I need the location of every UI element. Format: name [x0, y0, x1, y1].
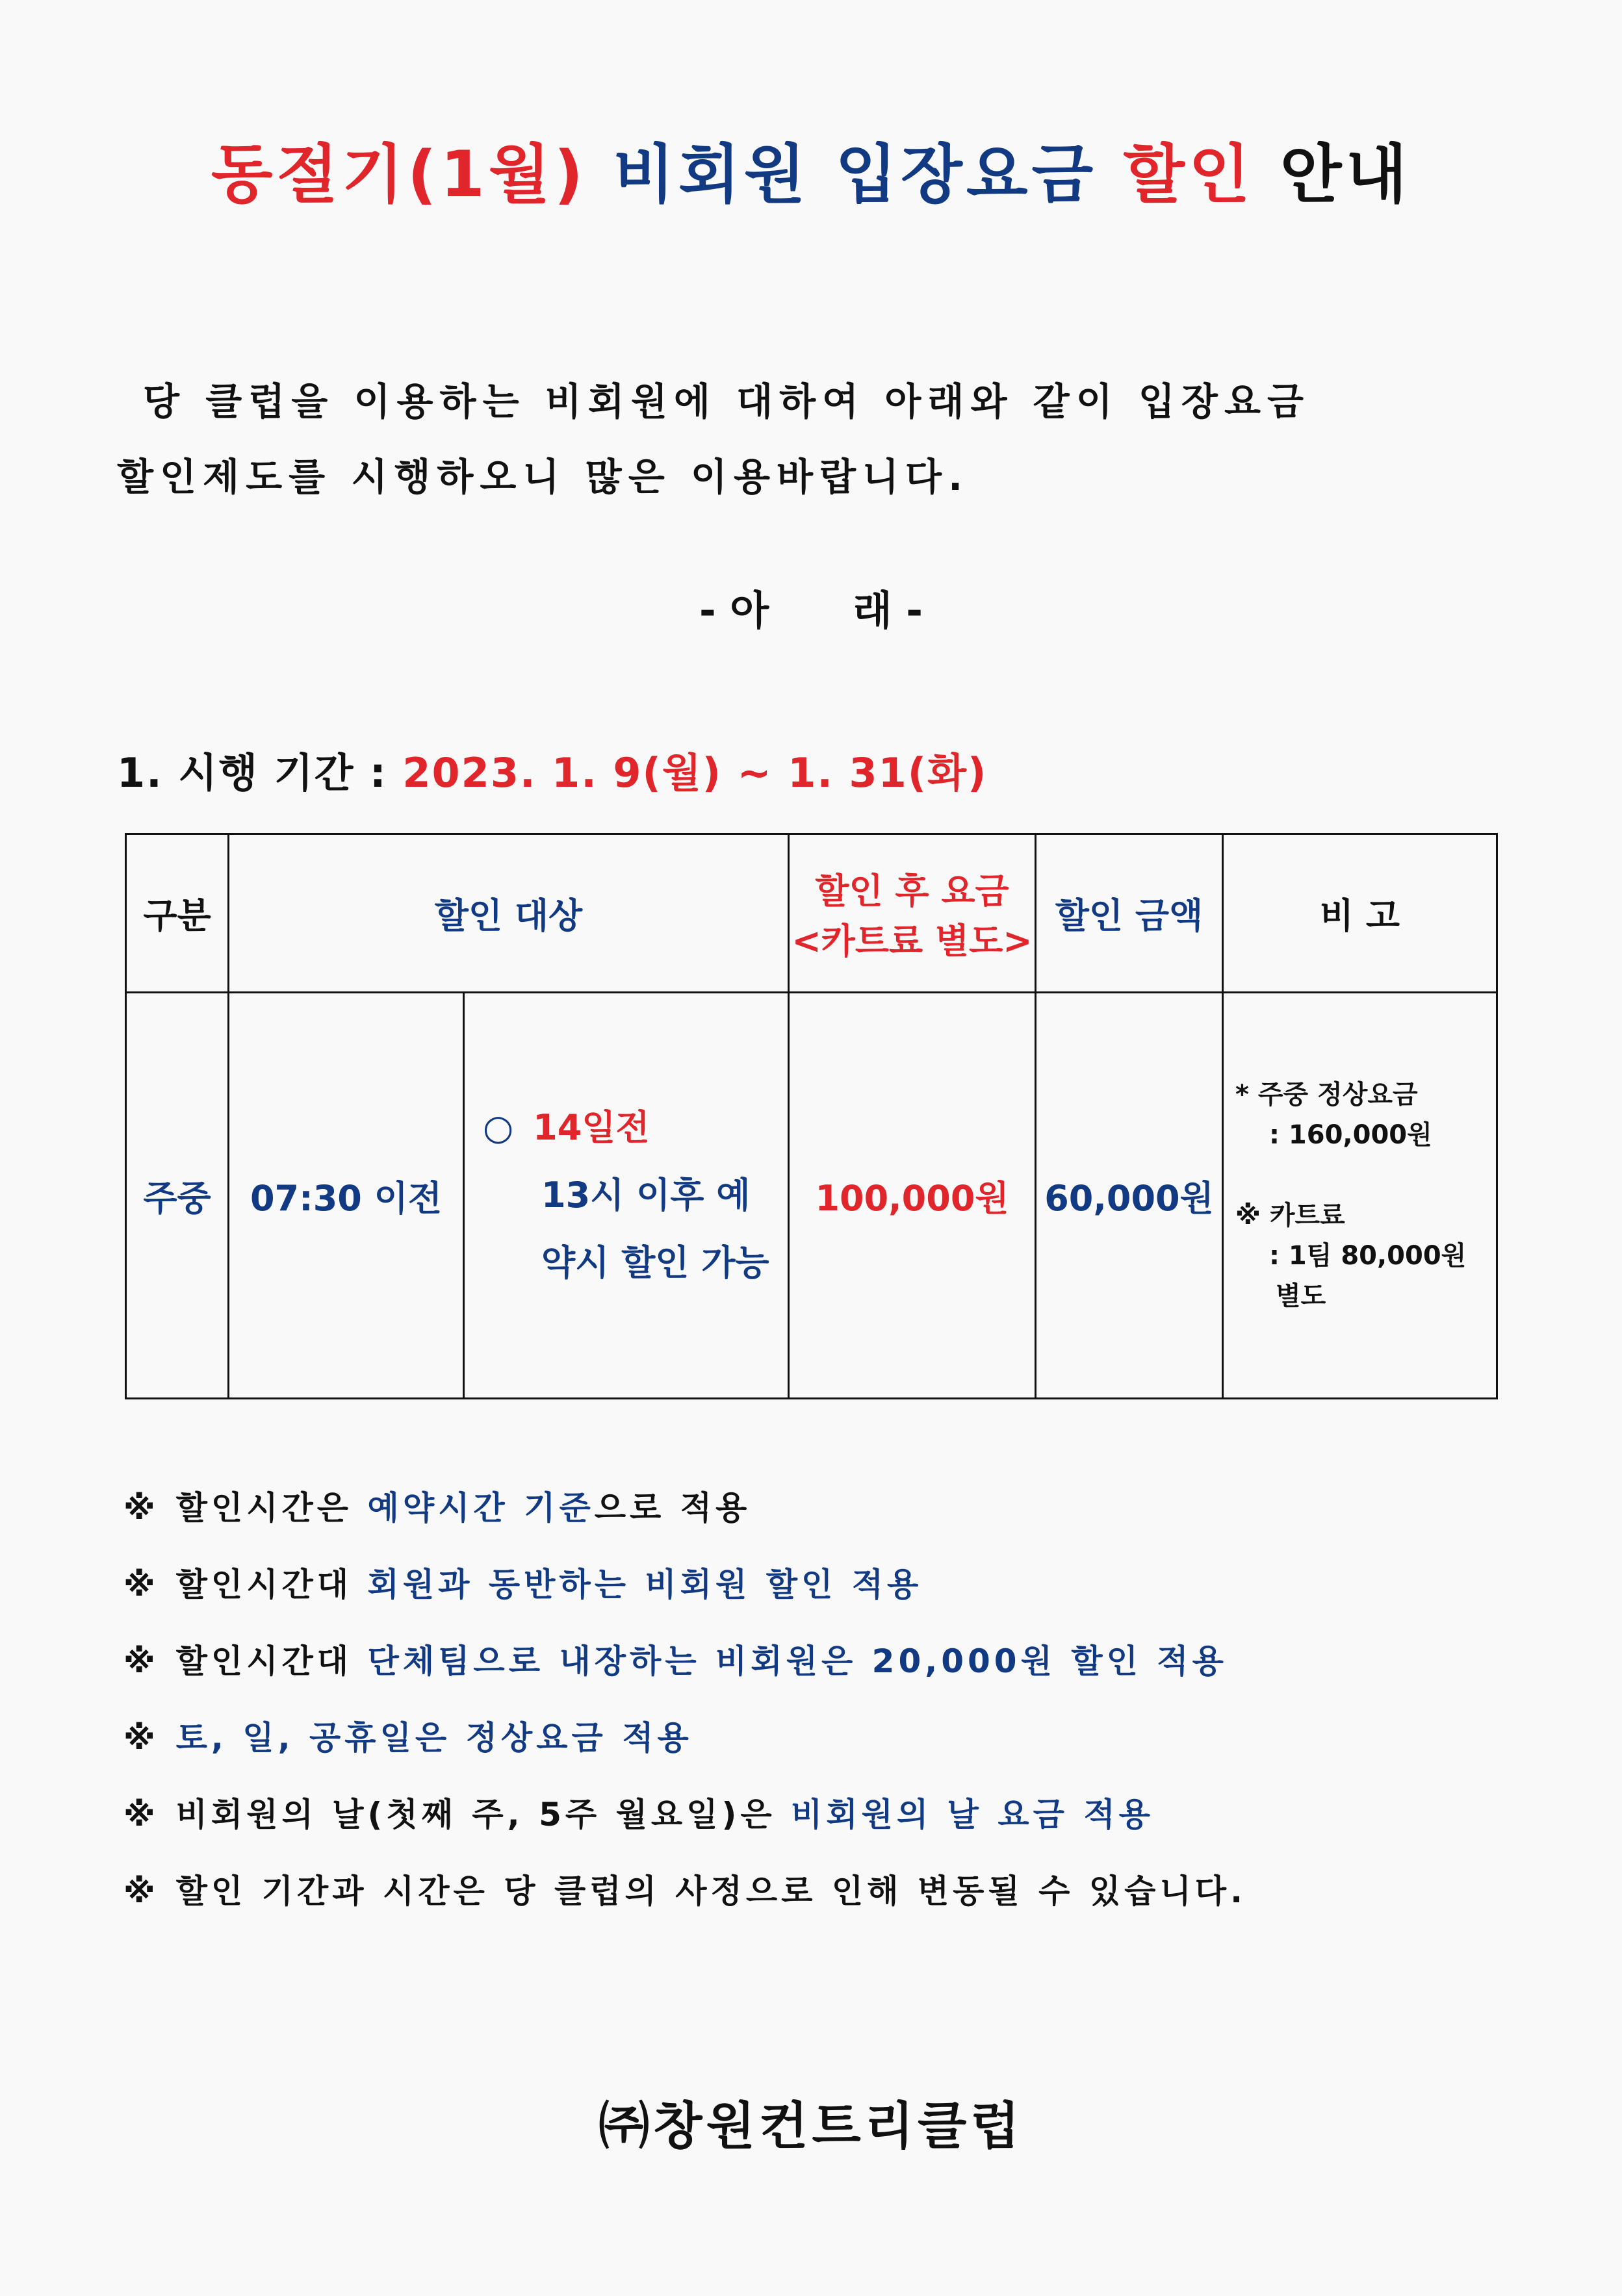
title-subject: 비회원 입장요금 — [613, 138, 1098, 212]
cell-price: 100,000원 — [789, 993, 1036, 1399]
note-mark-icon: ※ — [123, 1566, 159, 1603]
title-discount: 할인 — [1123, 138, 1254, 212]
table-row — [126, 993, 1497, 1399]
note-mark-icon: ※ — [123, 1719, 159, 1757]
header-price-line1: 할인 후 요금 — [815, 870, 1009, 912]
header-price — [789, 834, 1036, 993]
note-mark-icon: ※ — [123, 1796, 159, 1833]
list-item: ※ 할인시간대 회원과 동반하는 비회원 할인 적용 — [123, 1566, 923, 1603]
remark-2-title: ※ 카트료 — [1235, 1201, 1345, 1231]
header-remarks: 비 고 — [1223, 834, 1497, 993]
period-line — [117, 741, 987, 798]
list-item: ※ 할인시간대 단체팀으로 내장하는 비회원은 20,000원 할인 적용 — [123, 1642, 1228, 1680]
note-mark-icon: ※ — [123, 1489, 159, 1527]
cell-condition — [464, 993, 789, 1399]
intro-paragraph — [117, 364, 1521, 515]
period-date: 2023. 1. 9(월) ~ 1. 31(화) — [402, 749, 988, 797]
page-title — [0, 123, 1622, 215]
list-item: ※ 할인 기간과 시간은 당 클럽의 사정으로 인해 변동될 수 있습니다. — [123, 1872, 1247, 1910]
cell-remarks — [1223, 993, 1497, 1399]
circle-bullet: ○ — [483, 1107, 514, 1148]
section-heading: - 아 래 - — [699, 587, 923, 634]
remark-2-value: : 1팀 80,000원 — [1269, 1241, 1467, 1271]
list-item: ※ 토, 일, 공휴일은 정상요금 적용 — [123, 1719, 693, 1757]
cell-time: 07:30 이전 — [229, 993, 464, 1399]
fee-table — [125, 833, 1498, 1399]
title-notice: 안내 — [1280, 138, 1411, 212]
header-discount: 할인 금액 — [1036, 834, 1223, 993]
club-name: ㈜창원컨트리클럽 — [599, 2097, 1023, 2156]
note-mark-icon: ※ — [123, 1642, 159, 1680]
intro-line-2: 할인제도를 시행하오니 많은 이용바랍니다. — [117, 455, 970, 499]
header-category: 구분 — [126, 834, 229, 993]
period-label: 1. 시행 기간 : — [117, 749, 403, 797]
table-header-row — [126, 834, 1497, 993]
remark-1-title: * 주중 정상요금 — [1235, 1080, 1418, 1110]
cond-line-3: 약시 할인 가능 — [541, 1242, 769, 1283]
cond-line-2: 13시 이후 예 — [541, 1175, 751, 1216]
header-target: 할인 대상 — [229, 834, 789, 993]
intro-line-1: 당 클럽을 이용하는 비회원에 대하여 아래와 같이 입장요금 — [143, 379, 1311, 424]
note-mark-icon: ※ — [123, 1872, 159, 1910]
remark-2-value2: 별도 — [1276, 1281, 1326, 1311]
list-item: ※ 비회원의 날(첫째 주, 5주 월요일)은 비회원의 날 요금 적용 — [123, 1796, 1154, 1833]
cell-category: 주중 — [126, 993, 229, 1399]
notes-list — [123, 1470, 1553, 1930]
cell-discount: 60,000원 — [1036, 993, 1223, 1399]
header-price-line2: <카트료 별도> — [792, 920, 1033, 962]
cond-line-1: 14일전 — [533, 1107, 650, 1148]
remark-1-value: : 160,000원 — [1269, 1120, 1432, 1150]
list-item: ※ 할인시간은 예약시간 기준으로 적용 — [123, 1489, 751, 1527]
title-season: 동절기(1월) — [211, 138, 587, 212]
